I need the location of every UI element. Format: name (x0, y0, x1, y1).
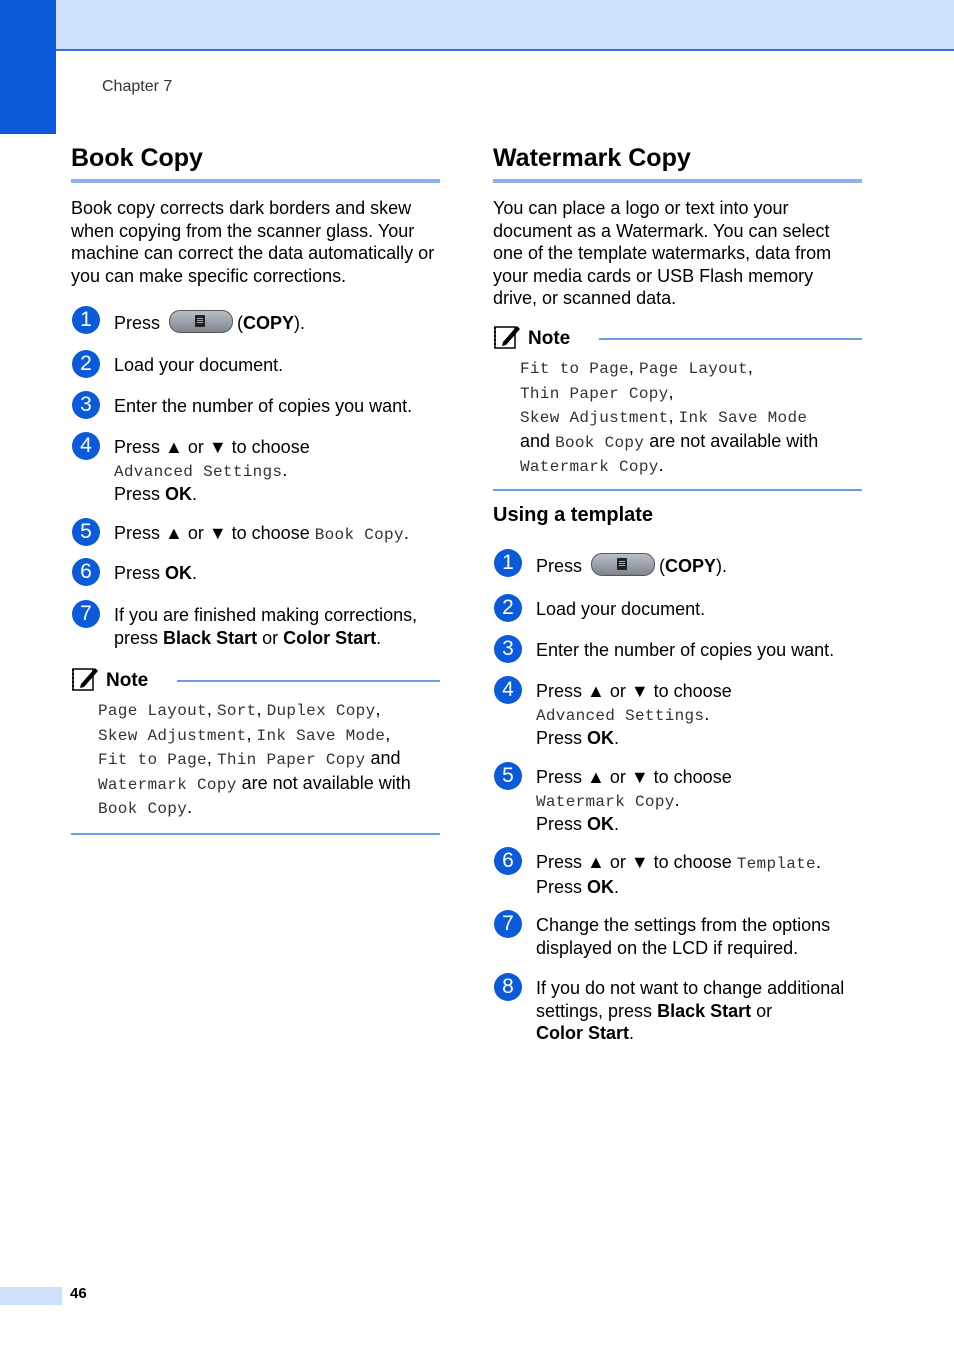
menu-option: Ink Save Mode (256, 726, 386, 745)
ok-label: OK (165, 563, 193, 583)
ok-label: OK (587, 728, 615, 748)
menu-option: Advanced Settings (536, 706, 705, 725)
page-tab (0, 1287, 62, 1305)
ok-label: OK (165, 484, 193, 504)
step-number: 1 (72, 306, 100, 334)
step-text: displayed on the LCD if required. (536, 937, 799, 958)
menu-option: Advanced Settings (114, 462, 283, 481)
note-text-word: are not available with (649, 430, 819, 451)
menu-option: Fit to Page (98, 751, 207, 769)
section-title: Book Copy (71, 144, 203, 172)
menu-option: Template (736, 855, 816, 873)
step-text: Change the settings from the options (536, 915, 831, 935)
step-number: 3 (494, 635, 522, 663)
menu-option: Skew Adjustment (98, 726, 247, 745)
step-text: settings, press (536, 1000, 653, 1021)
step-number: 4 (494, 676, 522, 704)
book-copy-section (71, 143, 440, 287)
copy-icon (195, 315, 205, 327)
menu-option: Watermark Copy (520, 458, 659, 476)
step-number: 8 (494, 973, 522, 1001)
menu-option: Thin Paper Copy (520, 384, 669, 403)
black-start-label: Black Start (163, 627, 258, 648)
note-label: Note (528, 328, 571, 349)
note-top-rule (599, 338, 862, 340)
note-text-word: and (520, 430, 551, 451)
menu-option: Sort (216, 702, 257, 720)
step-number: 5 (72, 518, 100, 546)
menu-option: Fit to Page (520, 360, 629, 378)
intro-text: You can place a logo or text into your document as a Watermark. You can select one of the template watermarks, data from your media cards or USB Flash memory drive, or scanned data. (493, 198, 832, 308)
ok-label: OK (587, 876, 615, 897)
copy-label: COPY (243, 313, 295, 333)
step-text: Press (114, 313, 161, 333)
section-title: Watermark Copy (493, 144, 691, 172)
menu-option: Ink Save Mode (678, 409, 808, 427)
copy-label: COPY (665, 556, 717, 576)
step-number: 4 (72, 432, 100, 460)
note-pencil-icon (71, 664, 99, 692)
note-box (71, 664, 440, 835)
intro-text: Book copy corrects dark borders and skew when copying from the scanner glass. Your machine can correct the data automatically or you can make specific corrections. (71, 198, 435, 286)
step-text: Press ▲ or ▼ to choose (536, 767, 732, 787)
step-number: 2 (72, 350, 100, 378)
chapter-label: Chapter 7 (102, 78, 173, 95)
step-text: Press (536, 728, 583, 748)
step-text: Enter the number of copies you want. (114, 396, 413, 416)
menu-option: Book Copy (555, 433, 645, 452)
note-text-word: and (370, 748, 401, 768)
header-band (0, 0, 954, 51)
note-box (493, 322, 862, 491)
ok-label: OK (587, 814, 615, 834)
title-rule (493, 179, 862, 183)
note-pencil-icon (493, 322, 521, 350)
subsection-title: Using a template (493, 504, 654, 526)
step-number: 2 (494, 594, 522, 622)
menu-option: Duplex Copy (266, 702, 376, 720)
note-bottom-rule (71, 833, 440, 835)
title-rule (71, 179, 440, 183)
menu-option: Watermark Copy (98, 775, 237, 794)
step-text: If you are finished making corrections, (114, 605, 418, 625)
note-label: Note (106, 670, 149, 691)
step-text: or (262, 627, 279, 648)
step-text: Load your document. (536, 599, 706, 619)
menu-option: Thin Paper Copy (216, 751, 366, 769)
step-text: Press (114, 484, 161, 504)
step-text: Load your document. (114, 355, 284, 375)
step-text: Press (536, 556, 583, 576)
menu-option: Watermark Copy (536, 792, 675, 811)
step-number: 6 (72, 558, 100, 586)
step-text: Press (114, 563, 161, 583)
note-text: Fit to Page, Page Layout, Thin Paper Copy, Skew Adjustment, Ink Save Mode and Book Copy are not available with Watermark Copy. (520, 357, 819, 476)
note-text: Page Layout, Sort, Duplex Copy, Skew Adjustment, Ink Save Mode, Fit to Page, Thin Paper Copy and Watermark Copy are not available with Book Copy. (98, 699, 411, 818)
step-text: press (114, 627, 159, 648)
menu-option: Page Layout (98, 702, 207, 720)
step-text: If you do not want to change additional (536, 978, 845, 998)
page-number: 46 (70, 1285, 87, 1302)
step-number: 7 (72, 600, 100, 628)
note-bottom-rule (493, 489, 862, 491)
menu-option: Book Copy (314, 526, 404, 544)
step-text: Enter the number of copies you want. (536, 640, 835, 660)
chapter-side-tab (0, 0, 56, 134)
note-top-rule (177, 680, 440, 682)
step-number: 5 (494, 762, 522, 790)
black-start-label: Black Start (657, 1000, 752, 1021)
step-text: Press ▲ or ▼ to choose (114, 523, 310, 543)
step-text: Press (536, 814, 583, 834)
copy-icon (617, 558, 627, 570)
watermark-copy-section (493, 143, 862, 310)
step-text: Press (536, 876, 583, 897)
step-number: 7 (494, 910, 522, 938)
step-text: or (756, 1000, 773, 1021)
menu-option: Page Layout (638, 360, 748, 378)
copy-button[interactable] (591, 553, 655, 576)
menu-option: Skew Adjustment (520, 409, 669, 427)
step-number: 1 (494, 549, 522, 577)
copy-button[interactable] (169, 310, 233, 333)
step-number: 3 (72, 391, 100, 419)
color-start-label: Color Start (536, 1023, 630, 1043)
step-text: Press ▲ or ▼ to choose (536, 852, 732, 872)
note-text-word: are not available with (241, 772, 411, 793)
step-number: 6 (494, 847, 522, 875)
step-text: Press ▲ or ▼ to choose (114, 437, 310, 457)
book-copy-steps: 1 Press (COPY). 2 Load your document. 3 Enter the number of copies you want. 4 Press ▲ or ▼ to choose Advanced Settings. Press OK. 5 Press ▲ or ▼ to choose Book Copy. 6 Press OK. 7 If you are finished making corrections, press Black Start or Color Start. (72, 306, 442, 666)
step-text: Press ▲ or ▼ to choose (536, 681, 732, 701)
menu-option: Book Copy (98, 800, 188, 818)
color-start-label: Color Start (283, 627, 377, 648)
watermark-steps: 1 Press (COPY). 2 Load your document. 3 Enter the number of copies you want. 4 Press ▲ or ▼ to choose Advanced Settings. Press OK. 5 Press ▲ or ▼ to choose Watermark Copy. Press OK. 6 Press ▲ or ▼ to choose Template. Press OK. 7 Change the settings from the options displayed on the LCD if required. 8 If you do not want to change additional settings, press Black Start or Color Start. (494, 549, 874, 1049)
